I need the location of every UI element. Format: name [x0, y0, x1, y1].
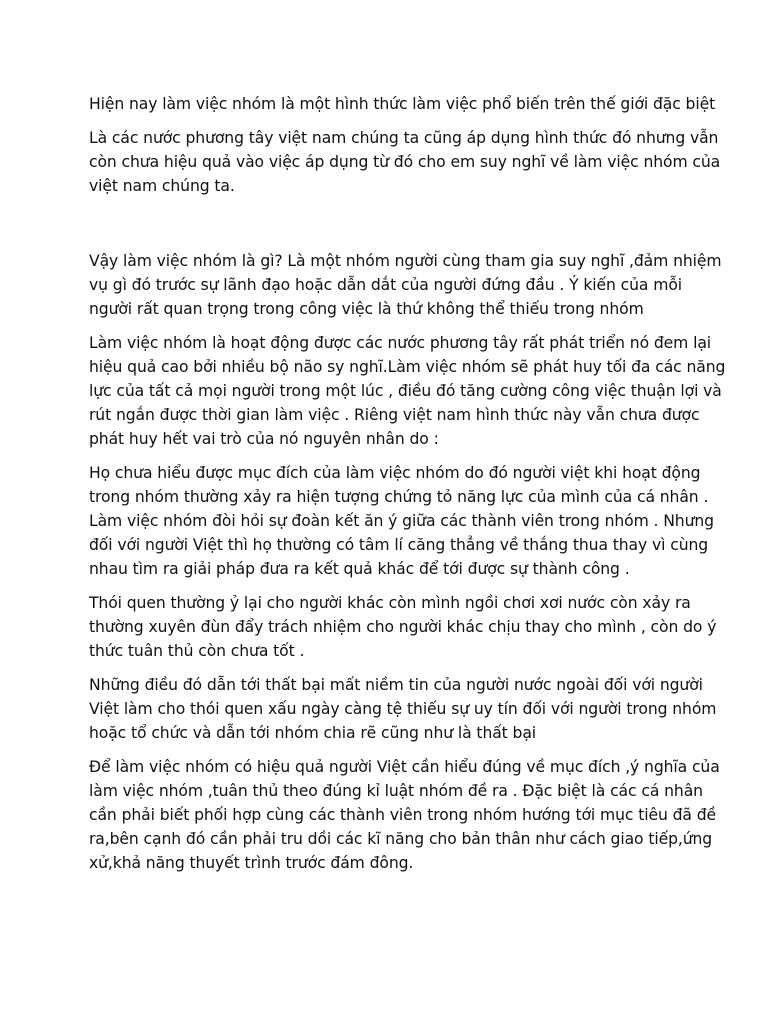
- paragraph-gap: [89, 208, 689, 249]
- text-line: Việt làm cho thói quen xấu ngày càng tệ thiếu sự uy tín đối với người trong nhóm: [89, 700, 717, 718]
- text-line: xử,khả năng thuyết trình trước đám đông.: [89, 854, 414, 872]
- text-line: phát huy hết vai trò của nó nguyên nhân do :: [89, 430, 439, 448]
- text-line: Làm việc nhóm đòi hỏi sự đoàn kết ăn ý giữa các thành viên trong nhóm . Nhưng: [89, 512, 714, 530]
- text-line: lực của tất cả mọi người trong một lúc , điều đó tăng cường công việc thuận lợi và: [89, 382, 722, 400]
- text-line: người rất quan trọng trong công việc là thứ không thể thiếu trong nhóm: [89, 300, 644, 318]
- text-line: ra,bên cạnh đó cần phải tru dồi các kĩ năng cho bản thân như cách giao tiếp,ứng: [89, 830, 713, 848]
- text-line: trong nhóm thường xảy ra hiện tượng chứng tỏ năng lực của mình của cá nhân .: [89, 488, 709, 506]
- text-line: Là các nước phương tây việt nam chúng ta cũng áp dụng hình thức đó nhưng vẫn: [89, 129, 719, 147]
- text-line: Để làm việc nhóm có hiệu quả người Việt cần hiểu đúng về mục đích ,ý nghĩa của: [89, 758, 720, 776]
- text-line: nhau tìm ra giải pháp đưa ra kết quả khác để tới được sự thành công .: [89, 560, 630, 578]
- text-line: Thói quen thường ỷ lại cho người khác còn mình ngồi chơi xơi nước còn xảy ra: [89, 594, 691, 612]
- text-line: cần phải biết phối hợp cùng các thành viên trong nhóm hướng tới mục tiêu đã đề: [89, 806, 716, 824]
- paragraph-consequence: [89, 673, 717, 745]
- text-line: Họ chưa hiểu được mục đích của làm việc nhóm do đó người việt khi hoạt động: [89, 464, 701, 482]
- paragraph-benefits: [89, 331, 726, 451]
- text-line: Những điều đó dẫn tới thất bại mất niềm tin của người nước ngoài đối với người: [89, 676, 703, 694]
- text-line: Vậy làm việc nhóm là gì? Là một nhóm người cùng tham gia suy nghĩ ,đảm nhiệm: [89, 252, 722, 270]
- document-body: [89, 92, 726, 885]
- text-line: rút ngắn được thời gian làm việc . Riêng việt nam hình thức này vẫn chưa được: [89, 406, 700, 424]
- paragraph-solution: [89, 755, 720, 875]
- text-line: thường xuyên đùn đẩy trách nhiệm cho người khác chịu thay cho mình , còn do ý: [89, 618, 717, 636]
- text-line: Làm việc nhóm là hoạt động được các nước phương tây rất phát triển nó đem lại: [89, 334, 712, 352]
- text-line: việt nam chúng ta.: [89, 177, 235, 195]
- text-line: còn chưa hiệu quả vào việc áp dụng từ đó cho em suy nghĩ về làm việc nhóm của: [89, 153, 721, 171]
- text-line: đối với người Việt thì họ thường có tâm lí căng thẳng về thắng thua thay vì cùng: [89, 536, 709, 554]
- text-line: hiệu quả cao bởi nhiều bộ não sy nghĩ.Làm việc nhóm sẽ phát huy tối đa các năng: [89, 358, 726, 376]
- text-line: vụ gì đó trước sự lãnh đạo hoặc dẫn dắt của người đứng đầu . Ý kiến của mỗi: [89, 276, 682, 294]
- paragraph-cause-1: [89, 461, 714, 581]
- paragraph-context: [89, 126, 721, 198]
- text-line: thức tuân thủ còn chưa tốt .: [89, 642, 305, 660]
- paragraph-intro: [89, 92, 716, 116]
- text-line: Hiện nay làm việc nhóm là một hình thức làm việc phổ biến trên thế giới đặc biệt: [89, 95, 716, 113]
- paragraph-cause-2: [89, 591, 717, 663]
- text-line: làm việc nhóm ,tuân thủ theo đúng kỉ luật nhóm đề ra . Đặc biệt là các cá nhân: [89, 782, 703, 800]
- paragraph-definition: [89, 249, 722, 321]
- text-line: hoặc tổ chức và dẫn tới nhóm chia rẽ cũng như là thất bại: [89, 724, 537, 742]
